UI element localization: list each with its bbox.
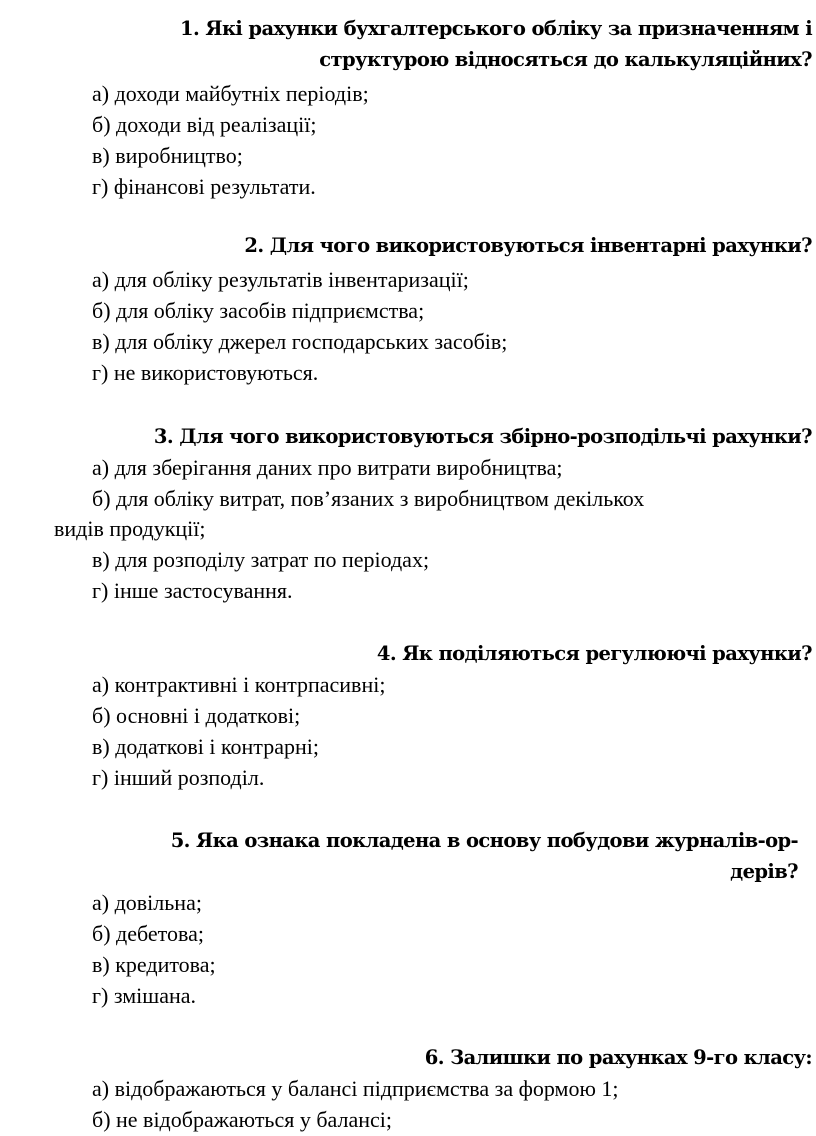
question-1-title-line-2: структурою відносяться до калькуляційних? — [319, 48, 812, 71]
question-6-option-a: а) відображаються у балансі підприємства за формою 1; — [92, 1076, 619, 1101]
question-4-option-a: а) контрактивні і контрпасивні; — [92, 672, 386, 697]
question-2-option-a: а) для обліку результатів інвентаризації; — [92, 267, 469, 292]
question-2-title: 2. Для чого використовуються інвентарні рахунки? — [244, 234, 812, 257]
question-3-option-a: а) для зберігання даних про витрати виробництва; — [92, 455, 563, 480]
question-3-option-b: б) для обліку витрат, пов’язаних з виробництвом декількох — [92, 486, 645, 511]
question-5-option-b: б) дебетова; — [92, 921, 204, 946]
question-2-option-d: г) не використовуються. — [92, 360, 319, 385]
question-4-title: 4. Як поділяються регулюючі рахунки? — [376, 642, 812, 665]
question-5-title-line-1: 5. Яка ознака покладена в основу побудови журналів-ор- — [170, 829, 798, 852]
question-5-option-d: г) змішана. — [92, 983, 197, 1008]
question-1-option-b: б) доходи від реалізації; — [92, 112, 317, 137]
question-2-option-b: б) для обліку засобів підприємства; — [92, 298, 425, 323]
question-1-option-d: г) фінансові результати. — [92, 174, 316, 199]
question-5-title-line-2: дерів? — [730, 860, 798, 883]
question-3-title: 3. Для чого використовуються збірно-розподільчі рахунки? — [153, 425, 812, 448]
question-4-option-d: г) інший розподіл. — [92, 765, 265, 790]
question-6-option-b: б) не відображаються у балансі; — [92, 1107, 393, 1132]
question-1-option-a: а) доходи майбутніх періодів; — [92, 81, 369, 106]
question-4-option-c: в) додаткові і контрарні; — [92, 734, 319, 759]
question-6-title: 6. Залишки по рахунках 9-го класу: — [424, 1046, 812, 1069]
question-3-option-b-continuation: видів продукції; — [54, 516, 206, 541]
question-1-title-line-1: 1. Які рахунки бухгалтерського обліку за призначенням і — [180, 17, 812, 40]
question-3-option-d: г) інше застосування. — [92, 578, 293, 603]
question-5-option-c: в) кредитова; — [92, 952, 216, 977]
question-5-option-a: а) довільна; — [92, 890, 202, 915]
question-3-option-c: в) для розподілу затрат по періодах; — [92, 547, 430, 572]
question-1-option-c: в) виробництво; — [92, 143, 243, 168]
question-4-option-b: б) основні і додаткові; — [92, 703, 301, 728]
question-2-option-c: в) для обліку джерел господарських засобів; — [92, 329, 508, 354]
